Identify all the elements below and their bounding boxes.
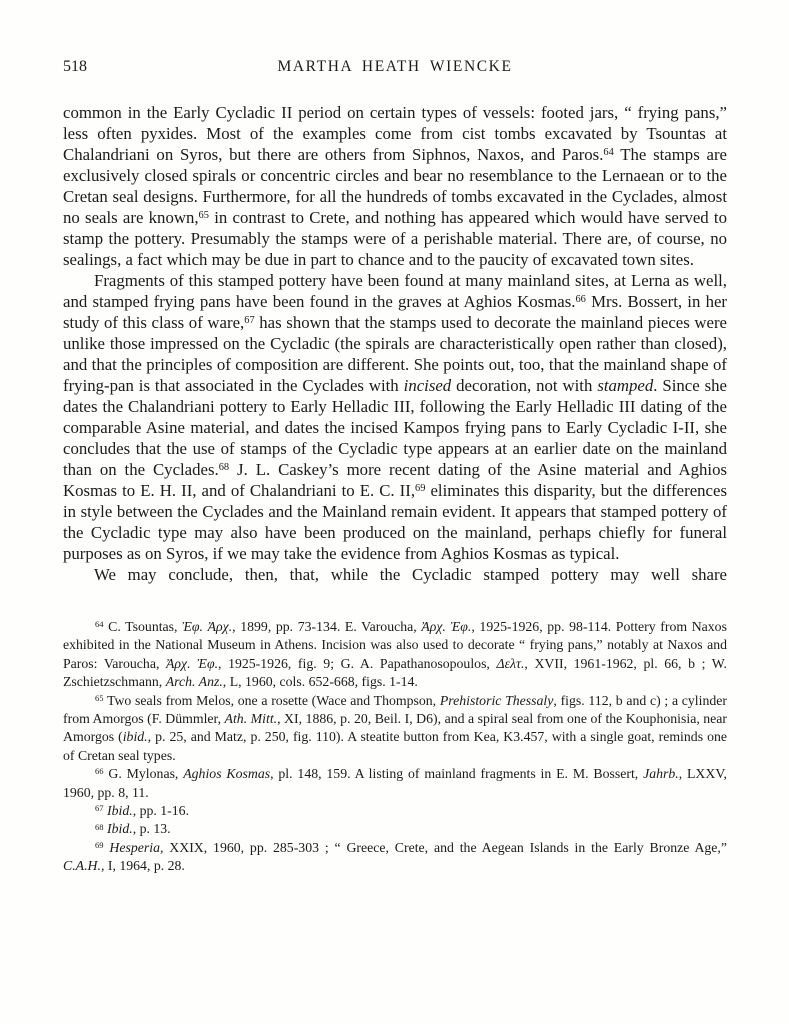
footnote — [63, 820, 727, 838]
text-segment: , pp. 1-16. — [132, 803, 190, 819]
paragraph — [63, 564, 727, 585]
text-segment: Δελτ. — [496, 655, 525, 671]
footnote-ref: 69 — [95, 840, 104, 851]
footnote-ref: 66 — [575, 294, 586, 306]
text-segment: stamped — [597, 376, 654, 395]
text-segment: Ibid. — [107, 803, 133, 819]
paragraph — [63, 102, 727, 270]
footnote-ref: 68 — [218, 462, 230, 474]
text-segment: , figs. 112, b and c) ; a cylinder from Amorgos (F. Dümmler, — [63, 692, 727, 727]
text-segment: The stamps are exclusively closed spirals or concentric circles and bear no resemblance to the Lernaean or to the Cretan seal designs. Furthermore, for all the hundreds of tombs excavated in the Cyclades, almost no seals are known, — [63, 145, 727, 227]
text-segment: common in the Early Cycladic II period on certain types of vessels: footed jars, “ frying pans,” less often pyxides. Most of the examples come from cist tombs excavated by Tsountas at Chalandriani on Syros, but there are others from Siphnos, Naxos, and Paros. — [63, 103, 727, 164]
text-segment: , L, 1960, cols. 652-668, figs. 1-14. — [222, 674, 418, 690]
text-segment: , XXIX, 1960, pp. 285-303 ; “ Greece, Crete, and the Aegean Islands in the Early Bronze Age,” — [159, 839, 727, 855]
text-segment: C.A.H. — [63, 858, 101, 874]
footnote — [63, 765, 727, 802]
text-segment: , 1899, pp. 73-134. E. Varoucha, — [232, 619, 422, 634]
text-segment: , LXXV, 1960, pp. 8, 11. — [63, 766, 727, 800]
text-segment: , p. 25, and Matz, p. 250, fig. 110). A steatite button from Kea, K3.457, with a single goat, reminds one of Cretan seal types. — [63, 729, 727, 763]
text-segment: Ibid. — [107, 821, 133, 837]
footnote-ref: 65 — [95, 692, 104, 703]
footnote-ref: 69 — [415, 483, 426, 495]
footnote — [63, 839, 727, 876]
footnotes — [63, 618, 727, 876]
footnote-ref: 64 — [95, 619, 104, 630]
text-segment: , I, 1964, p. 28. — [100, 858, 185, 874]
text-segment: , XVII, 1961-1962, pl. 66, b ; W. Zschietzschmann, — [63, 655, 727, 690]
running-header — [63, 58, 727, 77]
text-segment: Two seals from Melos, one a rosette (Wace and Thompson, — [103, 692, 440, 708]
text-segment: incised — [403, 376, 452, 395]
text-segment: eliminates this disparity, but the differences in style between the Cyclades and the Mainland remain evident. It appears that stamped pottery of the Cycladic type may also have been produced on the mainland, perhaps chiefly for funeral purposes as on Syros, if we may take the evidence from Aghios Kosmas as typical. — [63, 481, 727, 563]
text-segment: in contrast to Crete, and nothing has appeared which would have served to stamp the pottery. Presumably the stamps were of a perishable material. There are, of course, no sealings, a fact which may be due in part to chance and to the paucity of excavated town sites. — [63, 208, 727, 269]
text-segment: , XI, 1886, p. 20, Beil. I, D6), and a spiral seal from one of the Kouphonisia, near Amorgos ( — [63, 711, 728, 745]
body-paragraphs — [63, 102, 727, 585]
text-segment: Ἀρχ. Ἐφ. — [421, 619, 472, 634]
text-segment: G. Mylonas, — [103, 766, 184, 782]
text-segment: Ἀρχ. Ἐφ. — [166, 655, 219, 671]
paragraph — [63, 270, 727, 564]
text-segment: ibid. — [122, 729, 148, 745]
text-segment: Mrs. Bossert, in her study of this class of ware, — [63, 292, 728, 332]
footnote-ref: 65 — [198, 210, 209, 222]
text-segment: J. L. Caskey’s more recent dating of the Asine material and Aghios Kosmas to E. H. II, and of Chalandriani to E. C. II, — [63, 460, 727, 500]
footnote — [63, 692, 727, 766]
text-segment: , pl. 148, 159. A listing of mainland fragments in E. M. Bossert, — [270, 766, 644, 782]
page-number: 518 — [63, 58, 87, 75]
footnote — [63, 802, 727, 820]
text-segment: has shown that the stamps used to decorate the mainland pieces were unlike those impressed on the Cycladic (the spirals are characteristically open rather than closed), and that the principles of composition are different. She points out, too, that the mainland shape of frying-pan is that associated in the Cyclades with — [63, 313, 728, 395]
text-segment: Hesperia — [109, 839, 160, 855]
text-segment: , 1925-1926, pp. 98-114. Pottery from Naxos exhibited in the National Museum in Athens. Incision was also used to decorate “ frying pans,” notably at Naxos and Paros: Varoucha, — [63, 619, 727, 671]
text-segment: Ἐφ. Ἀρχ. — [182, 619, 233, 634]
text-segment: Jahrb. — [643, 766, 679, 782]
text-segment: . Since she dates the Chalandriani pottery to Early Helladic III, following the Early Helladic III dating of the comparable Asine material, and dates the incised Kampos frying pans to Early Cycladic I-II, she concludes that the use of stamps of the Cycladic type appears at an earlier date on the mainland than on the Cyclades. — [63, 376, 727, 479]
text-segment: Arch. Anz. — [165, 674, 223, 690]
text-segment: , p. 13. — [132, 821, 171, 837]
text-segment: decoration, not with — [451, 376, 598, 395]
footnote-ref: 67 — [95, 803, 104, 814]
text-segment: , 1925-1926, fig. 9; G. A. Papathanosopoulos, — [218, 655, 497, 671]
text-segment: C. Tsountas, — [103, 619, 183, 634]
running-head-title: MARTHA HEATH WIENCKE — [277, 58, 513, 75]
text-segment: Fragments of this stamped pottery have been found at many mainland sites, at Lerna as well, and stamped frying pans have been found in the graves at Aghios Kosmas. — [63, 271, 727, 311]
text-segment: Prehistoric Thessaly — [439, 692, 554, 708]
text-segment: Ath. Mitt. — [224, 711, 278, 727]
footnote-ref: 66 — [95, 766, 104, 777]
footnote-ref: 64 — [603, 147, 614, 159]
footnote — [63, 618, 727, 692]
footnote-ref: 68 — [95, 821, 104, 832]
footnote-ref: 67 — [244, 315, 255, 327]
text-segment: Aghios Kosmas — [183, 766, 271, 782]
text-segment: We may conclude, then, that, while the Cycladic stamped pottery may well share — [94, 565, 727, 584]
